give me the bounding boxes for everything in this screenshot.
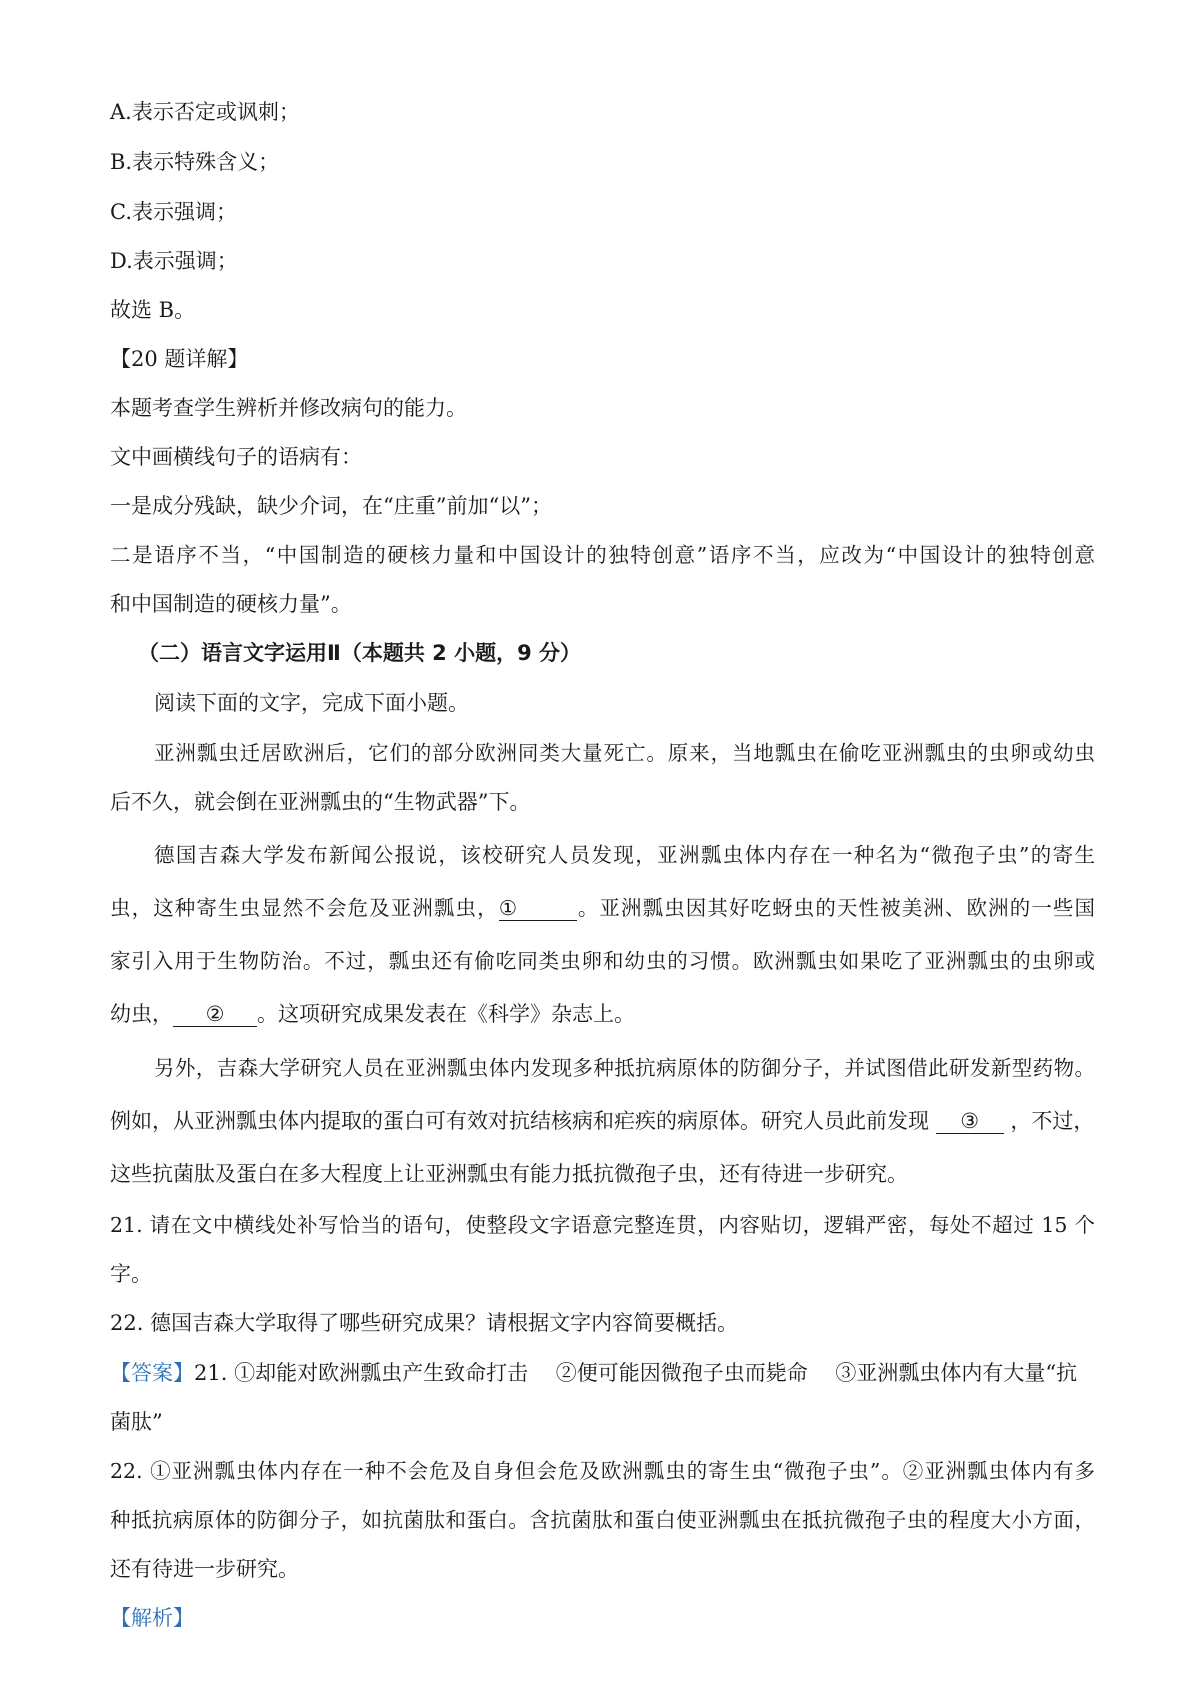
question-21: 字。: [110, 1262, 152, 1286]
passage-text: 幼虫，: [110, 1002, 173, 1026]
passage-p3-line: 另外，吉森大学研究人员在亚洲瓢虫体内发现多种抵抗病原体的防御分子，并试图借此研发新型药物。: [154, 1056, 1095, 1080]
passage-p2-line: 家引入用于生物防治。不过，瓢虫还有偷吃同类虫卵和幼虫的习惯。欧洲瓢虫如果吃了亚洲瓢虫的虫卵或: [110, 949, 1095, 973]
option-a: A.表示否定或讽刺；: [110, 100, 300, 124]
q20-title: 【20 题详解】: [110, 347, 249, 371]
passage-p2-line: 德国吉森大学发布新闻公报说，该校研究人员发现，亚洲瓢虫体内存在一种名为“微孢子虫”的寄生: [154, 843, 1095, 867]
passage-text: 虫，这种寄生虫显然不会危及亚洲瓢虫，: [110, 896, 499, 920]
passage-p2-line: [110, 999, 635, 1029]
q20-line: 本题考查学生辨析并修改病句的能力。: [110, 396, 467, 420]
answer-21-line: 菌肽”: [110, 1410, 163, 1434]
q20-line: 一是成分残缺，缺少介词，在“庄重”前加“以”；: [110, 494, 552, 518]
q20-line: 二是语序不当，“中国制造的硬核力量和中国设计的独特创意”语序不当，应改为“中国设计的独特创意: [110, 543, 1095, 567]
passage-p1-line: 亚洲瓢虫迁居欧洲后，它们的部分欧洲同类大量死亡。原来，当地瓢虫在偷吃亚洲瓢虫的虫卵或幼虫: [154, 741, 1095, 765]
section-heading: （二）语言文字运用Ⅱ（本题共 2 小题，9 分）: [138, 641, 581, 665]
answer-22-line: 种抵抗病原体的防御分子，如抗菌肽和蛋白。含抗菌肽和蛋白使亚洲瓢虫在抵抗微孢子虫的程度大小方面，: [110, 1508, 1095, 1532]
option-b: B.表示特殊含义；: [110, 150, 280, 174]
section-intro: 阅读下面的文字，完成下面小题。: [154, 691, 469, 715]
question-21: 21. 请在文中横线处补写恰当的语句，使整段文字语意完整连贯，内容贴切，逻辑严密，每处不超过 15 个: [110, 1213, 1095, 1237]
passage-text: 。这项研究成果发表在《科学》杂志上。: [257, 1002, 635, 1026]
passage-p2-line: [110, 893, 1095, 923]
answer-22-line: 还有待进一步研究。: [110, 1557, 299, 1581]
question-22: 22. 德国吉森大学取得了哪些研究成果？请根据文字内容简要概括。: [110, 1311, 739, 1335]
passage-text: 。亚洲瓢虫因其好吃蚜虫的天性被美洲、欧洲的一些国: [576, 896, 1096, 920]
choice-result: 故选 B。: [110, 298, 196, 322]
passage-text: ，不过，: [1010, 1109, 1095, 1133]
q20-line: 文中画横线句子的语病有：: [110, 445, 362, 469]
q20-line: 和中国制造的硬核力量”。: [110, 592, 352, 616]
analysis-label: 【解析】: [110, 1606, 194, 1630]
passage-p3-line: [110, 1106, 1094, 1136]
answer-label: 【答案】: [110, 1361, 194, 1385]
blank-2: ②: [173, 1002, 257, 1027]
option-c: C.表示强调；: [110, 200, 237, 224]
answer-text: 21. ①却能对欧洲瓢虫产生致命打击 ②便可能因微孢子虫而毙命 ③亚洲瓢虫体内有大量“抗: [194, 1361, 1078, 1385]
answer-21-line: [110, 1358, 1077, 1388]
passage-p1-line: 后不久，就会倒在亚洲瓢虫的“生物武器”下。: [110, 790, 531, 814]
blank-1: ①: [499, 896, 577, 921]
answer-22-line: 22. ①亚洲瓢虫体内存在一种不会危及自身但会危及欧洲瓢虫的寄生虫“微孢子虫”。②亚洲瓢虫体内有多: [110, 1459, 1095, 1483]
blank-3: ③: [936, 1109, 1004, 1134]
option-d: D.表示强调；: [110, 249, 238, 273]
passage-text: 例如，从亚洲瓢虫体内提取的蛋白可有效对抗结核病和疟疾的病原体。研究人员此前发现: [110, 1109, 929, 1133]
passage-p3-line: 这些抗菌肽及蛋白在多大程度上让亚洲瓢虫有能力抵抗微孢子虫，还有待进一步研究。: [110, 1162, 908, 1186]
